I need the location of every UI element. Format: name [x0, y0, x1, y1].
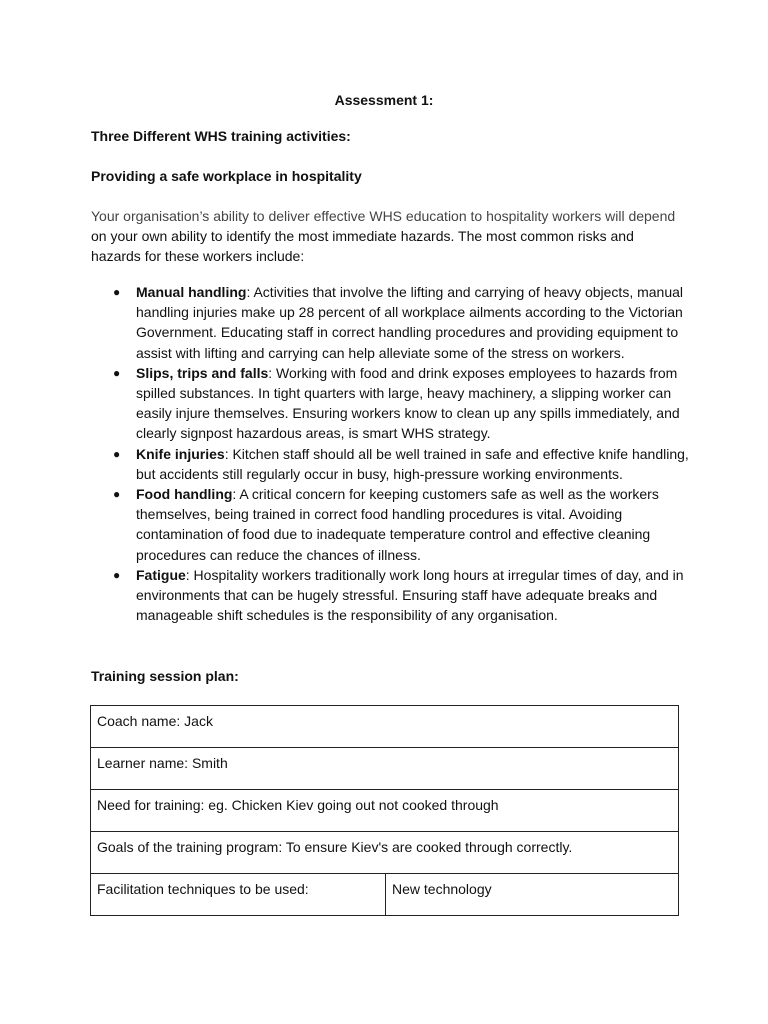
- hazard-title: Manual handling: [136, 284, 247, 300]
- hazard-title: Food handling: [136, 486, 233, 503]
- activities-heading: Three Different WHS training activities:: [91, 128, 351, 144]
- table-row: [91, 748, 679, 790]
- facilitation-value-cell: New technology: [386, 874, 679, 916]
- hazard-text: : Working with food and drink exposes employees to hazards from spilled substances. In tight quarters with large, heavy machinery, a slipping worker can easily injure themselves. Ensuring workers know to clean up any spills immediately, and clearly signpost hazardous areas, is smart WHS strategy.: [136, 364, 680, 442]
- hazard-text: : A critical concern for keeping customers safe as well as the workers themselves, being trained in correct food handling procedures is vital. Avoiding contamination of food due to inadequate temperature control and effective cleaning procedures can reduce the chances of illness.: [136, 486, 659, 563]
- facilitation-label-cell: Facilitation techniques to be used:: [91, 874, 386, 916]
- coach-cell: Coach name: Jack: [91, 706, 679, 748]
- training-plan-table: [90, 705, 679, 916]
- table-row: [91, 706, 679, 748]
- goals-cell: Goals of the training program: To ensure Kiev's are cooked through correctly.: [91, 832, 679, 874]
- assessment-title: Assessment 1:: [334, 92, 434, 108]
- hazard-title: Fatigue: [136, 566, 186, 583]
- intro-rest: on your own ability to identify the most immediate hazards. The most common risks and hazards for these workers include:: [91, 228, 634, 264]
- bullet-icon: ●: [113, 487, 121, 502]
- list-item: [91, 565, 691, 626]
- learner-cell: Learner name: Smith: [91, 748, 679, 790]
- bullet-icon: ●: [113, 446, 121, 461]
- hazard-text: : Kitchen staff should all be well trained in safe and effective knife handling, but accidents still regularly occur in busy, high-pressure working environments.: [136, 445, 689, 482]
- hazard-title: Knife injuries: [136, 445, 225, 462]
- hazard-list: [91, 282, 691, 625]
- hazard-text: : Hospitality workers traditionally work long hours at irregular times of day, and in environments that can be hugely stressful. Ensuring staff have adequate breaks and manageable shift schedules is the responsibility of any organisation.: [136, 566, 684, 624]
- list-item: [91, 484, 691, 565]
- intro-lead: Your organisation’s ability to deliver effective WHS education to hospitality workers will depend: [91, 208, 676, 224]
- section-heading: Providing a safe workplace in hospitality: [91, 168, 362, 184]
- bullet-icon: ●: [113, 285, 121, 299]
- bullet-icon: ●: [113, 365, 121, 380]
- hazard-title: Slips, trips and falls: [136, 364, 269, 381]
- table-row: [91, 874, 679, 916]
- need-cell: Need for training: eg. Chicken Kiev going out not cooked through: [91, 790, 679, 832]
- intro-paragraph: [91, 206, 681, 266]
- list-item: [91, 363, 691, 444]
- hazard-text: : Activities that involve the lifting and carrying of heavy objects, manual handling injuries make up 28 percent of all workplace ailments according to the Victorian Government. Educating staff in correct handling procedures and providing equipment to assist with lifting and carrying can help alleviate some of the stress on workers.: [136, 284, 684, 361]
- table-row: [91, 832, 679, 874]
- bullet-icon: ●: [113, 567, 121, 582]
- list-item: [91, 444, 691, 484]
- list-item: [91, 282, 691, 363]
- table-row: [91, 790, 679, 832]
- plan-heading: Training session plan:: [91, 668, 239, 684]
